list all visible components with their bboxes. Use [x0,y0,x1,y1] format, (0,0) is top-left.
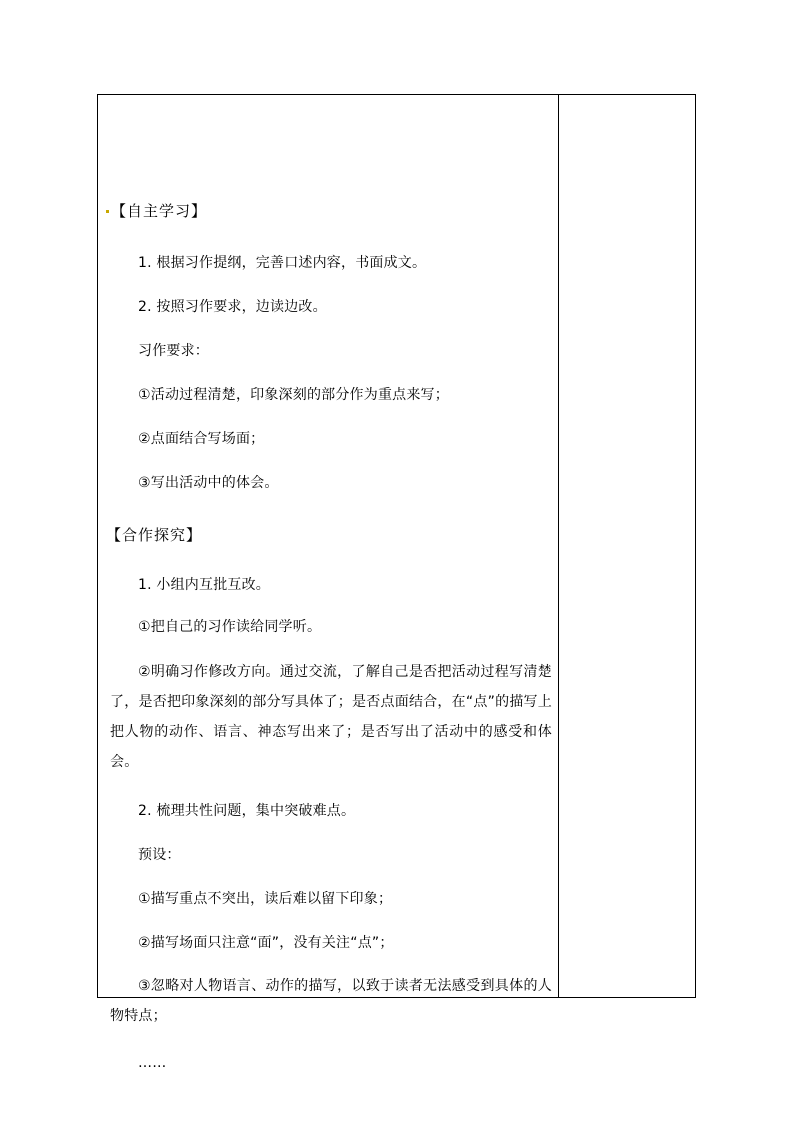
preset-3: ③忽略对人物语言、动作的描写，以致于读者无法感受到具体的人物特点； [110,978,552,1024]
cooperation-sub-2: ②明确习作修改方向。通过交流，了解自己是否把活动过程写清楚了，是否把印象深刻的部分写具体了；是否点面结合，在“点”的描写上把人物的动作、语言、神态写出来了；是否写出了活动中的感受和体会。 [110,664,552,770]
requirement-1: ①活动过程清楚，印象深刻的部分作为重点来写； [138,387,449,403]
preset-label: 预设： [138,847,181,863]
cooperation-sub-1: ①把自己的习作读给同学听。 [138,619,322,635]
section-heading-cooperation: 【合作探究】 [106,526,203,544]
requirement-3: ③写出活动中的体会。 [138,475,279,491]
preset-2: ②描写场面只注意“面”，没有关注“点”； [138,935,394,951]
content-cell [98,95,559,1071]
requirement-2: ②点面结合写场面； [138,431,265,447]
self-study-item-2: 2. 按照习作要求，边读边改。 [138,299,327,315]
cooperation-item-2: 2. 梳理共性问题，集中突破难点。 [138,803,356,819]
lesson-table [97,94,696,1071]
cooperation-item-1: 1. 小组内互批互改。 [138,577,271,593]
section-heading-self-study: 【自主学习】 [106,201,567,221]
marker-dot [106,210,109,213]
preset-1: ①描写重点不突出，读后难以留下印象； [138,891,393,907]
ellipsis: …… [138,1055,167,1071]
self-study-item-1: 1. 根据习作提纲，完善口述内容，书面成文。 [138,255,427,271]
requirement-label: 习作要求： [138,343,209,359]
